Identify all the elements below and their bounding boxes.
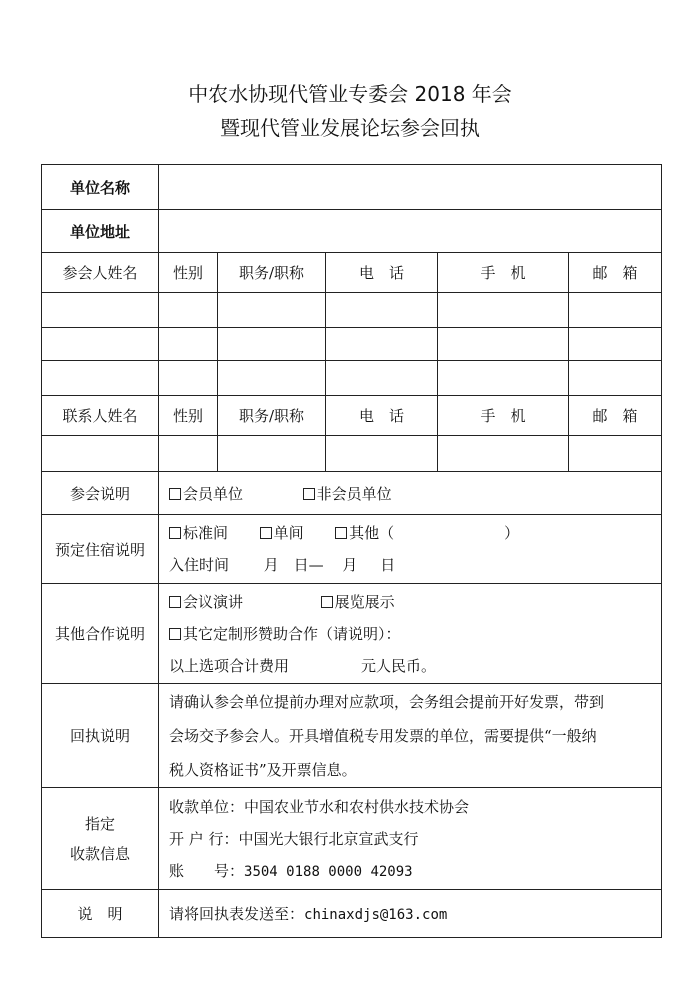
participant-name-header: 参会人姓名: [42, 253, 159, 293]
contact-gender-header: 性别: [159, 396, 218, 436]
speech-label: 会议演讲: [183, 592, 244, 611]
participant-email-header: 邮 箱: [569, 253, 662, 293]
contact-name-cell[interactable]: [42, 436, 159, 472]
payment-info: [159, 788, 662, 890]
unit-name-field[interactable]: [159, 165, 662, 210]
exhibit-option[interactable]: [321, 593, 395, 611]
contact-email-header: 邮 箱: [569, 396, 662, 436]
contact-email-cell[interactable]: [569, 436, 662, 472]
lodging-label: 预定住宿说明: [42, 515, 159, 584]
contact-row: [42, 436, 662, 472]
participant-name-cell[interactable]: [42, 293, 159, 328]
single-room-option[interactable]: [260, 524, 304, 542]
lodging-options: [159, 515, 662, 584]
nonmember-unit-option[interactable]: [303, 485, 392, 503]
total-cost-suffix: 元人民币。: [361, 656, 437, 675]
checkbox-icon[interactable]: [169, 527, 181, 539]
unit-address-field[interactable]: [159, 210, 662, 253]
participant-row: [42, 328, 662, 361]
participant-mobile-header: 手 机: [438, 253, 569, 293]
participant-name-cell[interactable]: [42, 361, 159, 396]
participant-gender-cell[interactable]: [159, 328, 218, 361]
payment-label-line2: 收款信息: [69, 844, 130, 863]
participant-email-cell[interactable]: [569, 361, 662, 396]
payment-label-line1: 指定: [84, 814, 115, 833]
checkbox-icon[interactable]: [169, 488, 181, 500]
checkout-day-label: 日: [380, 556, 396, 574]
participant-name-cell[interactable]: [42, 328, 159, 361]
exhibit-label: 展览展示: [334, 592, 395, 611]
participant-position-cell[interactable]: [218, 293, 326, 328]
participant-email-cell[interactable]: [569, 328, 662, 361]
participant-mobile-cell[interactable]: [438, 328, 569, 361]
member-unit-label: 会员单位: [183, 484, 244, 503]
contact-name-header: 联系人姓名: [42, 396, 159, 436]
participant-mobile-cell[interactable]: [438, 293, 569, 328]
other-room-option[interactable]: [335, 524, 394, 542]
participant-phone-cell[interactable]: [326, 361, 438, 396]
account-label: 账 号：: [169, 861, 245, 880]
attendance-options: [159, 472, 662, 515]
note-label: 说 明: [42, 890, 159, 938]
checkbox-icon[interactable]: [169, 596, 181, 608]
participant-phone-header: 电 话: [326, 253, 438, 293]
contact-mobile-header: 手 机: [438, 396, 569, 436]
attendance-label: 参会说明: [42, 472, 159, 515]
payment-label: [42, 788, 159, 890]
receipt-text-line2: 会场交予参会人。开具增值税专用发票的单位，需要提供“一般纳: [169, 726, 597, 745]
participant-gender-header: 性别: [159, 253, 218, 293]
unit-address-label: 单位地址: [42, 210, 159, 253]
receipt-text-line3: 税人资格证书”及开票信息。: [169, 760, 357, 779]
speech-option[interactable]: [169, 593, 243, 611]
member-unit-option[interactable]: [169, 485, 243, 503]
payee-text: 收款单位：中国农业节水和农村供水技术协会: [169, 797, 470, 816]
participant-row: [42, 293, 662, 328]
checkin-label: 入住时间: [169, 556, 230, 574]
participant-mobile-cell[interactable]: [438, 361, 569, 396]
participant-email-cell[interactable]: [569, 293, 662, 328]
contact-position-header: 职务/职称: [218, 396, 326, 436]
custom-sponsor-option[interactable]: [169, 625, 401, 643]
registration-form-table: [41, 164, 662, 938]
account-number: 3504 0188 0000 42093: [244, 863, 413, 880]
standard-room-label: 标准间: [183, 524, 229, 542]
form-title-line2: 暨现代管业发展论坛参会回执: [220, 116, 480, 140]
checkout-month-label: 月: [342, 556, 358, 574]
bank-text: 开 户 行：中国光大银行北京宣武支行: [169, 829, 419, 848]
custom-sponsor-label: 其它定制形赞助合作（请说明）：: [183, 624, 401, 643]
checkin-day-label: 日—: [293, 556, 324, 574]
cooperation-options: [159, 584, 662, 684]
cooperation-label: 其他合作说明: [42, 584, 159, 684]
other-room-label: 其他（: [349, 524, 395, 542]
form-title-line1: 中农水协现代管业专委会 2018 年会: [188, 82, 512, 106]
checkbox-icon[interactable]: [260, 527, 272, 539]
participant-phone-cell[interactable]: [326, 328, 438, 361]
other-room-close: ）: [504, 524, 520, 542]
checkbox-icon[interactable]: [303, 488, 315, 500]
participant-gender-cell[interactable]: [159, 361, 218, 396]
checkbox-icon[interactable]: [321, 596, 333, 608]
contact-phone-cell[interactable]: [326, 436, 438, 472]
contact-position-cell[interactable]: [218, 436, 326, 472]
contact-gender-cell[interactable]: [159, 436, 218, 472]
receipt-label: 回执说明: [42, 684, 159, 788]
checkin-month-label: 月: [263, 556, 279, 574]
participant-row: [42, 361, 662, 396]
checkbox-icon[interactable]: [335, 527, 347, 539]
participant-phone-cell[interactable]: [326, 293, 438, 328]
total-cost-prefix: 以上选项合计费用: [169, 656, 290, 675]
nonmember-unit-label: 非会员单位: [316, 484, 392, 503]
participant-position-cell[interactable]: [218, 361, 326, 396]
note-text: [159, 890, 662, 938]
participant-position-header: 职务/职称: [218, 253, 326, 293]
unit-name-label: 单位名称: [42, 165, 159, 210]
participant-gender-cell[interactable]: [159, 293, 218, 328]
receipt-text: [159, 684, 662, 788]
receipt-text-line1: 请确认参会单位提前办理对应款项，会务组会提前开好发票，带到: [169, 692, 605, 711]
contact-email-link[interactable]: chinaxdjs@163.com: [304, 907, 448, 923]
participant-position-cell[interactable]: [218, 328, 326, 361]
contact-phone-header: 电 话: [326, 396, 438, 436]
contact-mobile-cell[interactable]: [438, 436, 569, 472]
single-room-label: 单间: [273, 524, 304, 542]
checkbox-icon[interactable]: [169, 628, 181, 640]
note-prefix: 请将回执表发送至：: [169, 905, 305, 923]
standard-room-option[interactable]: [169, 524, 228, 542]
